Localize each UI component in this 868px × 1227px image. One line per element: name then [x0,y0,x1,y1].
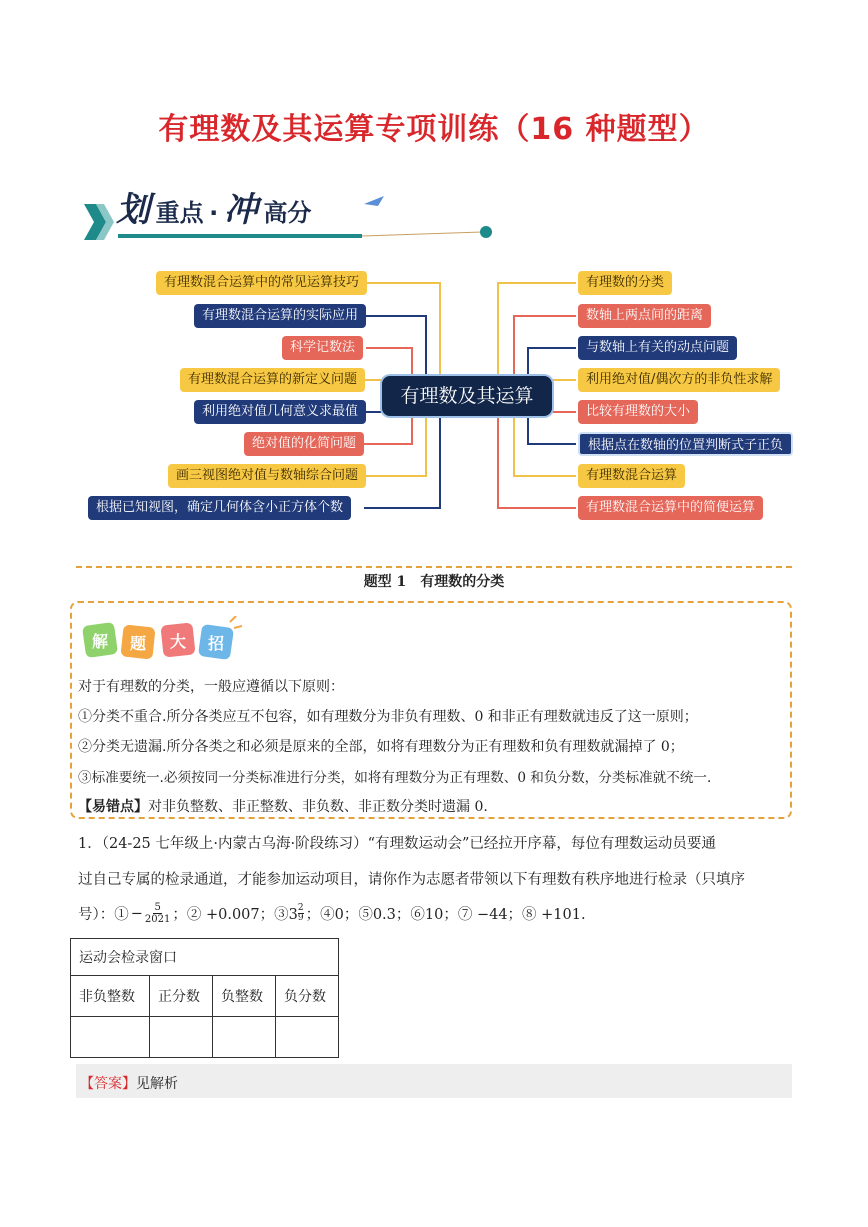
table-answer-cell-2[interactable] [150,1017,213,1058]
mindmap-node-left-8: 根据已知视图，确定几何体含小正方体个数 [88,496,351,520]
tips-badge-char-2: 题 [130,634,147,653]
tips-error-label: 【易错点】 [78,799,148,815]
mindmap-connectors [0,0,868,540]
question-fraction [145,902,170,925]
mindmap-node-left-6: 绝对值的化简问题 [244,432,364,456]
question-line-3-suffix: ；④0；⑤0.3；⑥10；⑦ −44；⑧ +101. [305,907,586,923]
tips-error-point [78,796,488,816]
banner-char-1: 划 [116,190,150,230]
tips-error-text: 对非负整数、非正整数、非负数、非正数分类时遗漏 0. [148,799,488,815]
answer-line [80,1073,178,1093]
table-answer-cell-3[interactable] [213,1017,276,1058]
tips-badge-char-4: 招 [208,634,225,653]
tips-line-2: ①分类不重合.所分各类应互不包容，如有理数分为非负有理数、0 和非正有理数就违反了这一原则； [78,709,698,725]
registration-table [70,938,339,1058]
question-fraction-denominator: 2021 [144,914,171,925]
answer-label: 【答案】 [80,1076,136,1092]
mindmap-node-right-7: 有理数混合运算 [578,464,685,488]
mindmap-node-right-5: 比较有理数的大小 [578,400,698,424]
table-header-cell: 运动会检录窗口 [71,939,339,976]
mindmap-node-right-1: 有理数的分类 [578,271,672,295]
section-title: 题型 1 有理数的分类 [363,574,505,590]
banner-word-1: 重点 [155,199,204,227]
question-line-3 [78,902,586,925]
question-line-3-prefix: 号）：① [78,907,129,923]
mindmap-node-left-7: 画三视图绝对值与数轴综合问题 [168,464,366,488]
mindmap-node-right-4: 利用绝对值/偶次方的非负性求解 [578,368,780,392]
question-mixed-numerator: 2 [297,903,304,913]
mindmap-node-right-6: 根据点在数轴的位置判断式子正负 [578,432,793,456]
mindmap-node-left-2: 有理数混合运算的实际应用 [194,304,366,328]
mindmap-center-node: 有理数及其运算 [382,376,552,416]
table-column-header-1: 非负整数 [71,976,150,1017]
question-fraction-numerator: 5 [154,902,161,913]
answer-text: 见解析 [136,1076,178,1092]
question-minus-sign: − [130,905,143,922]
banner-word-2: 高分 [263,199,312,227]
tips-line-1: 对于有理数的分类，一般应遵循以下原则： [78,679,344,695]
tips-line-3: ②分类无遗漏.所分各类之和必须是原来的全部，如将有理数分为正有理数和负有理数就漏掉了 0； [78,739,684,755]
mindmap-node-left-4: 有理数混合运算的新定义问题 [180,368,365,392]
banner-char-2: 冲 [223,190,258,230]
mindmap-node-right-2: 数轴上两点间的距离 [578,304,711,328]
table-row [71,1017,339,1058]
table-column-header-3: 负整数 [213,976,276,1017]
table-answer-cell-1[interactable] [71,1017,150,1058]
table-column-header-4: 负分数 [276,976,339,1017]
table-header-row [71,939,339,976]
mindmap-node-right-8: 有理数混合运算中的简便运算 [578,496,763,520]
question-line-2: 过自己专属的检录通道，才能参加运动项目，请你作为志愿者带领以下有理数有秩序地进行检录（只填序 [78,872,745,888]
mindmap-node-left-1: 有理数混合运算中的常见运算技巧 [156,271,367,295]
mindmap-node-right-3: 与数轴上有关的动点问题 [578,336,737,360]
question-line-3-mid: ；② +0.007；③3 [172,907,298,923]
table-column-header-2: 正分数 [150,976,213,1017]
table-row [71,976,339,1017]
tips-badge-char-1: 解 [92,632,109,651]
tips-badge-char-3: 大 [170,632,187,651]
banner-dot: · [209,199,219,227]
page-title: 有理数及其运算专项训练（16 种题型） [158,112,710,147]
question-mixed-fraction [298,904,304,923]
mindmap-node-left-5: 利用绝对值几何意义求最值 [194,400,366,424]
question-line-1: 1．（24-25 七年级上·内蒙古乌海·阶段练习）“有理数运动会”已经拉开序幕，每位有理数运动员要通 [78,836,716,852]
tips-line-4: ③标准要统一.必须按同一分类标准进行分类，如将有理数分为正有理数、0 和负分数，分类标准就不统一. [78,770,712,786]
mindmap-node-left-3: 科学记数法 [282,336,363,360]
question-mixed-denominator: 9 [297,913,304,923]
table-answer-cell-4[interactable] [276,1017,339,1058]
tips-badge [82,616,242,662]
section-divider [76,566,792,568]
answer-bar [76,1064,792,1098]
